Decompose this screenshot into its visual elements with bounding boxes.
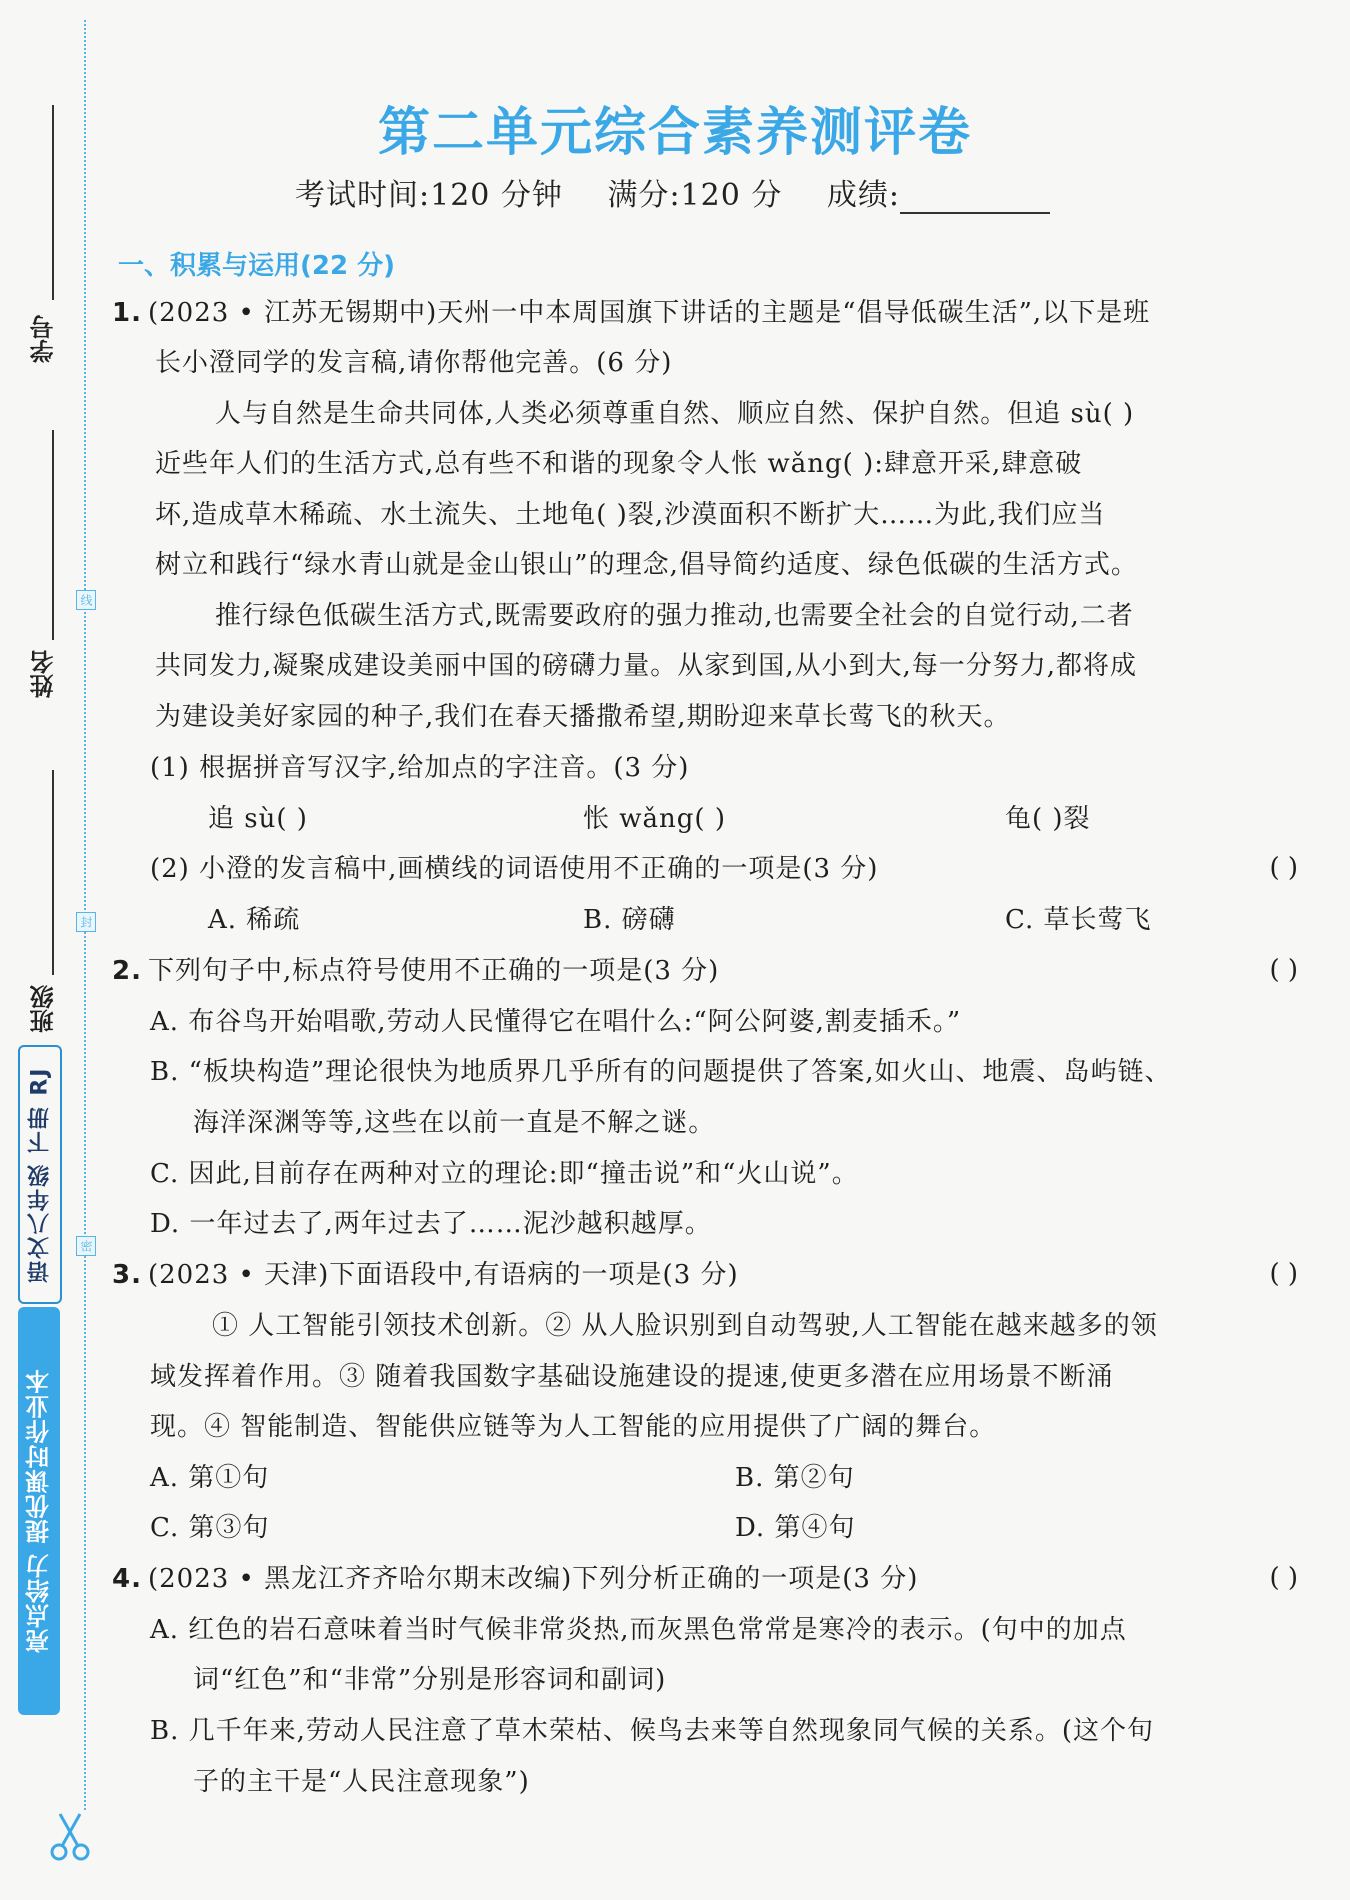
passage-line: 人与自然是生命共同体,人类必须尊重自然、顺应自然、保护自然。但追 sù( ) (215, 399, 1135, 429)
pinyin-answer-2[interactable]: 怅 wǎng( ) (583, 804, 726, 834)
option-b-cont: 子的主干是“人民注意现象”) (193, 1767, 530, 1797)
passage-line: 近些年人们的生活方式,总有些不和谐的现象令人怅 wǎng( ):肆意开采,肆意破 (155, 449, 1083, 479)
option-d[interactable]: D. 第④句 (735, 1513, 856, 1543)
full-score: 满分:120 分 (607, 178, 783, 213)
passage-line: 共同发力,凝聚成建设美丽中国的磅礴力量。从家到国,从小到大,每一分努力,都将成 (155, 651, 1138, 681)
option-c[interactable]: C. 第③句 (150, 1513, 270, 1543)
option-b[interactable]: B. “板块构造”理论很快为地质界几乎所有的问题提供了答案,如火山、地震、岛屿链、 (150, 1057, 1172, 1087)
seal-feng: 封 (76, 912, 96, 932)
question-4: 4. (2023 • 黑龙江齐齐哈尔期末改编)下列分析正确的一项是(3 分) (112, 1564, 919, 1594)
passage-line: 推行绿色低碳生活方式,既需要政府的强力推动,也需要全社会的自觉行动,二者 (215, 601, 1134, 631)
option-a[interactable]: A. 第①句 (150, 1463, 270, 1493)
option-a[interactable]: A. 红色的岩石意味着当时气候非常炎热,而灰黑色常常是寒冷的表示。(句中的加点 (150, 1615, 1127, 1645)
option-a[interactable]: A. 布谷鸟开始唱歌,劳动人民懂得它在唱什么:“阿公阿婆,割麦插禾。” (150, 1007, 962, 1037)
scissors-icon (50, 1812, 90, 1862)
answer-paren[interactable]: ( ) (1269, 955, 1298, 985)
passage-line: 坏,造成草木稀疏、水土流失、土地龟( )裂,沙漠面积不断扩大……为此,我们应当 (155, 500, 1106, 530)
option-b[interactable]: B. 第②句 (735, 1463, 855, 1493)
passage-line: 为建设美好家园的种子,我们在春天播撒希望,期盼迎来草长莺飞的秋天。 (155, 702, 1011, 732)
score-blank[interactable] (900, 186, 1050, 214)
exam-time: 考试时间:120 分钟 (295, 178, 563, 213)
question-3: 3. (2023 • 天津)下面语段中,有语病的一项是(3 分) (112, 1260, 739, 1290)
book-title: 语文八年级 下册 RJ (18, 1045, 62, 1304)
answer-paren[interactable]: ( ) (1269, 1563, 1298, 1593)
option-b-cont: 海洋深渊等等,这些在以前一直是不解之谜。 (193, 1108, 716, 1138)
option-b[interactable]: B. 几千年来,劳动人民注意了草木荣枯、候鸟去来等自然现象同气候的关系。(这个句 (150, 1716, 1155, 1746)
passage-line: 树立和践行“绿水青山就是金山银山”的理念,倡导简约适度、绿色低碳的生活方式。 (155, 550, 1138, 580)
option-a-cont: 词“红色”和“非常”分别是形容词和副词) (193, 1665, 667, 1695)
answer-paren[interactable]: ( ) (1269, 1259, 1298, 1289)
option-a[interactable]: A. 稀疏 (208, 905, 301, 935)
seal-mi: 密 (76, 1236, 96, 1256)
pinyin-answer-3[interactable]: 龟( )裂 (1005, 804, 1091, 834)
class-label: 班级 (30, 985, 58, 1033)
name-line (52, 430, 54, 640)
option-c[interactable]: C. 草长莺飞 (1005, 905, 1152, 935)
class-line (52, 770, 54, 975)
subquestion-2: (2) 小澄的发言稿中,画横线的词语使用不正确的一项是(3 分) (150, 854, 879, 884)
question-1: 1. (2023 • 江苏无锡期中)天州一中本周国旗下讲话的主题是“倡导低碳生活”,以下是班 (112, 298, 1151, 328)
answer-paren[interactable]: ( ) (1269, 853, 1298, 883)
passage-line: ① 人工智能引领技术创新。② 从人脸识别到自动驾驶,人工智能在越来越多的领 (212, 1311, 1158, 1341)
section-title: 一、积累与运用(22 分) (118, 251, 395, 281)
seal-xian: 线 (76, 590, 96, 610)
brand-banner: 亮点给力 提优课时作业本 (18, 1307, 60, 1715)
option-d[interactable]: D. 一年过去了,两年过去了……泥沙越积越厚。 (150, 1209, 712, 1239)
question-2: 2. 下列句子中,标点符号使用不正确的一项是(3 分) (112, 956, 720, 986)
book-spine (18, 1045, 60, 1715)
score-label: 成绩: (826, 178, 901, 213)
exam-meta (295, 170, 1084, 214)
passage-line: 现。④ 智能制造、智能供应链等为人工智能的应用提供了广阔的舞台。 (150, 1412, 997, 1442)
option-b[interactable]: B. 磅礴 (583, 905, 676, 935)
passage-line: 域发挥着作用。③ 随着我国数字基础设施建设的提速,使更多潜在应用场景不断涌 (150, 1362, 1114, 1392)
option-c[interactable]: C. 因此,目前存在两种对立的理论:即“撞击说”和“火山说”。 (150, 1159, 859, 1189)
subquestion-1: (1) 根据拼音写汉字,给加点的字注音。(3 分) (150, 753, 690, 783)
page-title: 第二单元综合素养测评卷 (377, 102, 972, 163)
pinyin-answer-1[interactable]: 追 sù( ) (208, 804, 308, 834)
student-id-label: 学号 (30, 315, 58, 363)
question-1-line: 长小澄同学的发言稿,请你帮他完善。(6 分) (155, 348, 673, 378)
name-label: 姓名 (30, 650, 58, 698)
